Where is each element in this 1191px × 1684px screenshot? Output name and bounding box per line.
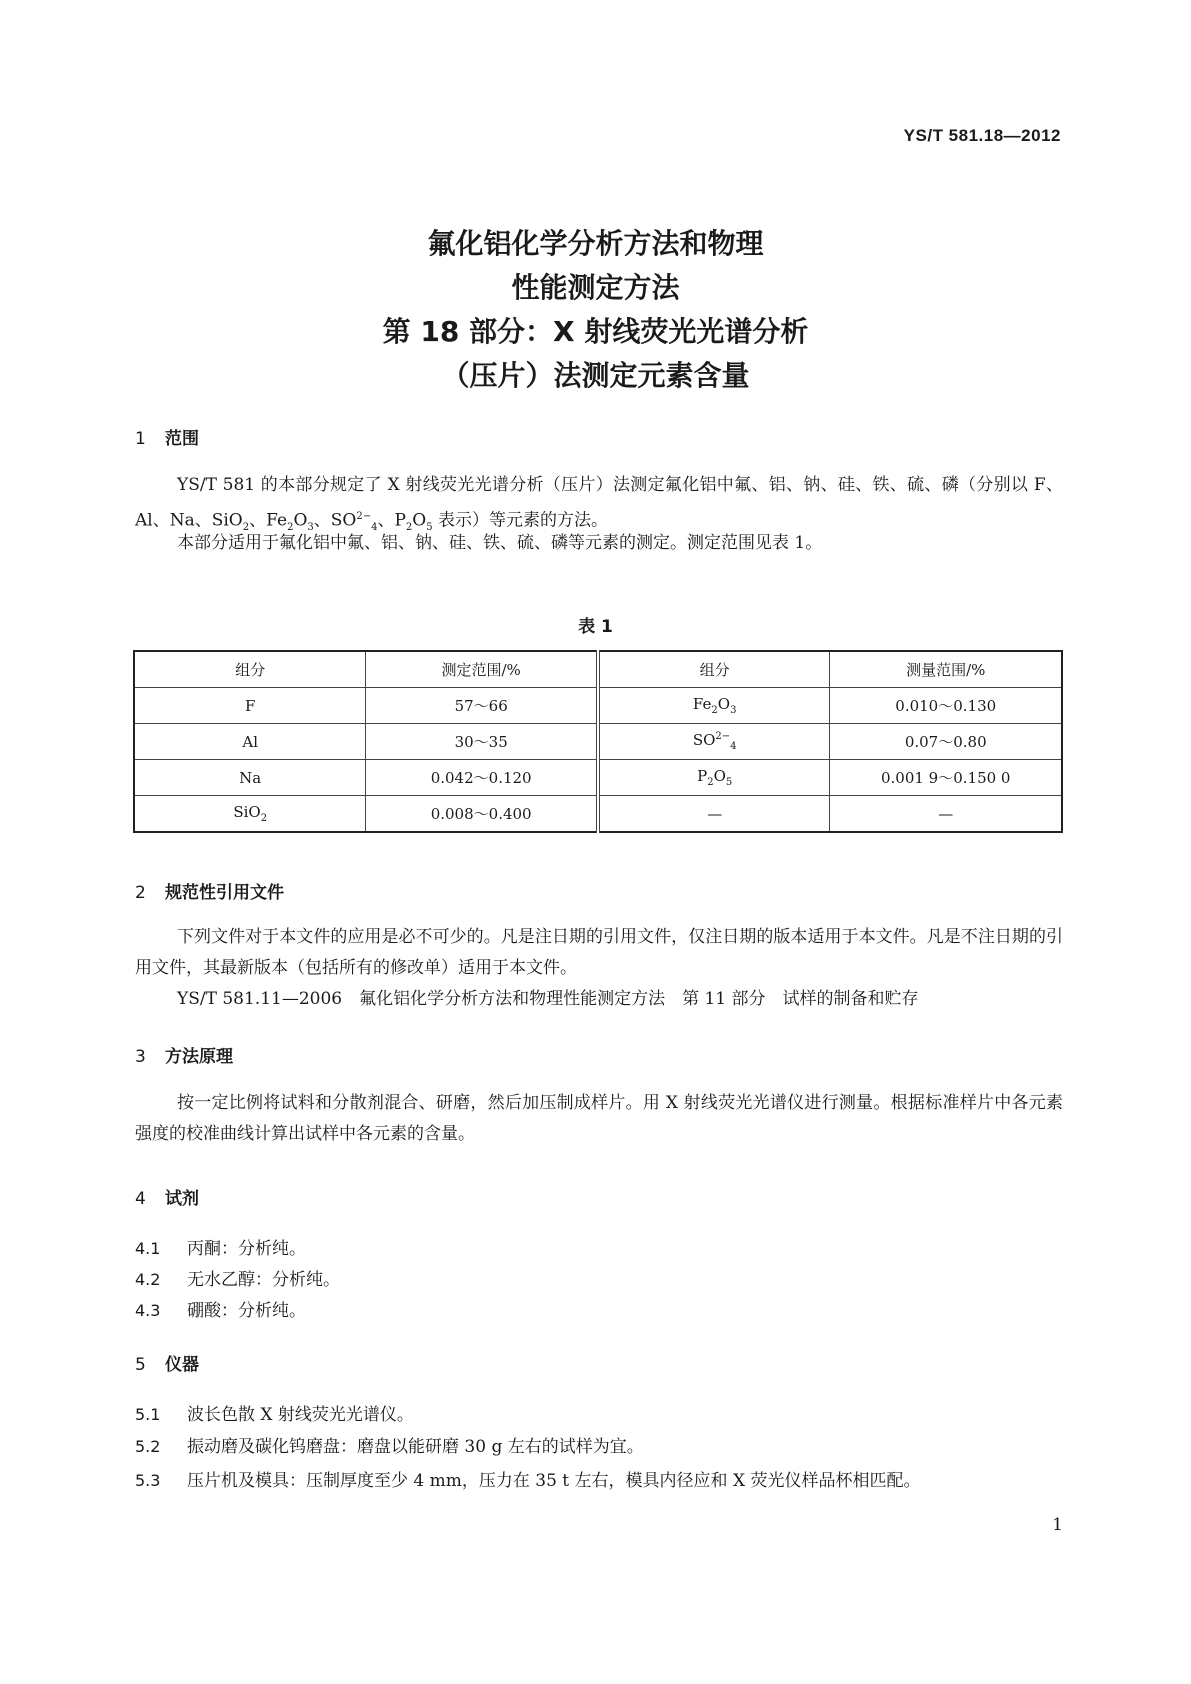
section-1-heading — [135, 424, 199, 449]
table-cell: SiO$_2$ — [134, 796, 366, 833]
references-paragraph: 下列文件对于本文件的应用是必不可少的。凡是注日期的引用文件，仅注日期的版本适用于本文件。凡是不注日期的引用文件，其最新版本（包括所有的修改单）适用于本文件。 — [135, 927, 1063, 978]
range-table — [133, 650, 1063, 833]
table-cell: 0.008～0.400 — [366, 796, 598, 833]
title-line-4: （压片）法测定元素含量 — [441, 359, 750, 392]
scope-paragraph-1: YS/T 581 的本部分规定了 X 射线荧光光谱分析（压片）法测定氟化铝中氟、铝、钠、硅、铁、硫、磷（分别以 F、Al、Na、SiO$_2$、$Fe_2O_3$、$SO^{2-}_4$、$P_2O_5$ 表示）等元素的方法。 — [135, 475, 1063, 534]
table-cell: $Fe_2O_3$ — [598, 688, 830, 724]
section-5-heading — [135, 1350, 199, 1375]
section-number: 5 — [135, 1355, 146, 1375]
table-cell: 0.07～0.80 — [830, 724, 1062, 760]
section-number: 4 — [135, 1189, 146, 1209]
section-number: 3 — [135, 1047, 146, 1067]
table-caption: 表 1 — [578, 617, 613, 637]
standard-code: YS/T 581.18—2012 — [903, 126, 1061, 145]
reference-item: YS/T 581.11—2006 氟化铝化学分析方法和物理性能测定方法 第 11 部分 试样的制备和贮存 — [177, 989, 919, 1009]
header-cell: 测量范围/% — [830, 651, 1062, 688]
list-item: 4.3 硼酸：分析纯。 — [135, 1301, 306, 1321]
scope-paragraph-2: 本部分适用于氟化铝中氟、铝、钠、硅、铁、硫、磷等元素的测定。测定范围见表 1。 — [177, 533, 823, 553]
list-item: 5.3 压片机及模具：压制厚度至少 4 mm，压力在 35 t 左右，模具内径应和 X 荧光仪样品杯相匹配。 — [135, 1471, 921, 1491]
section-title: 规范性引用文件 — [165, 883, 284, 903]
table-cell: Na — [134, 760, 366, 796]
section-3-heading — [135, 1042, 233, 1067]
document-title — [0, 222, 1191, 398]
table-row — [134, 688, 1062, 724]
list-item: 5.2 振动磨及碳化钨磨盘：磨盘以能研磨 30 g 左右的试样为宜。 — [135, 1437, 644, 1457]
table-cell: — — [598, 796, 830, 833]
table-cell: 30～35 — [366, 724, 598, 760]
table-row — [134, 724, 1062, 760]
section-title: 试剂 — [165, 1189, 199, 1209]
section-title: 范围 — [165, 429, 199, 449]
section-number: 1 — [135, 429, 146, 449]
table-cell: $SO^{2-}_4$ — [598, 724, 830, 760]
title-line-3: 第 18 部分：X 射线荧光光谱分析 — [382, 315, 809, 348]
principle-paragraph: 按一定比例将试料和分散剂混合、研磨，然后加压制成样片。用 X 射线荧光光谱仪进行测量。根据标准样片中各元素强度的校准曲线计算出试样中各元素的含量。 — [135, 1093, 1063, 1144]
table-cell: — — [830, 796, 1062, 833]
table-cell: 57～66 — [366, 688, 598, 724]
table-cell: F — [134, 688, 366, 724]
list-item: 4.1 丙酮：分析纯。 — [135, 1239, 306, 1259]
section-title: 仪器 — [165, 1355, 199, 1375]
header-cell: 测定范围/% — [366, 651, 598, 688]
table-cell: 0.001 9～0.150 0 — [830, 760, 1062, 796]
list-item: 4.2 无水乙醇：分析纯。 — [135, 1270, 340, 1290]
table-cell: $P_2O_5$ — [598, 760, 830, 796]
title-line-1: 氟化铝化学分析方法和物理 — [427, 227, 764, 260]
list-item: 5.1 波长色散 X 射线荧光光谱仪。 — [135, 1405, 414, 1425]
page-number: 1 — [1052, 1515, 1063, 1535]
title-line-2: 性能测定方法 — [511, 271, 680, 304]
header-cell: 组分 — [134, 651, 366, 688]
table-row — [134, 760, 1062, 796]
section-number: 2 — [135, 883, 146, 903]
section-title: 方法原理 — [165, 1047, 233, 1067]
table-cell: 0.042～0.120 — [366, 760, 598, 796]
section-4-heading — [135, 1184, 199, 1209]
table-cell: Al — [134, 724, 366, 760]
table-cell: 0.010～0.130 — [830, 688, 1062, 724]
section-2-heading — [135, 878, 284, 903]
table-header-row — [134, 651, 1062, 688]
header-cell: 组分 — [598, 651, 830, 688]
table-row — [134, 796, 1062, 833]
